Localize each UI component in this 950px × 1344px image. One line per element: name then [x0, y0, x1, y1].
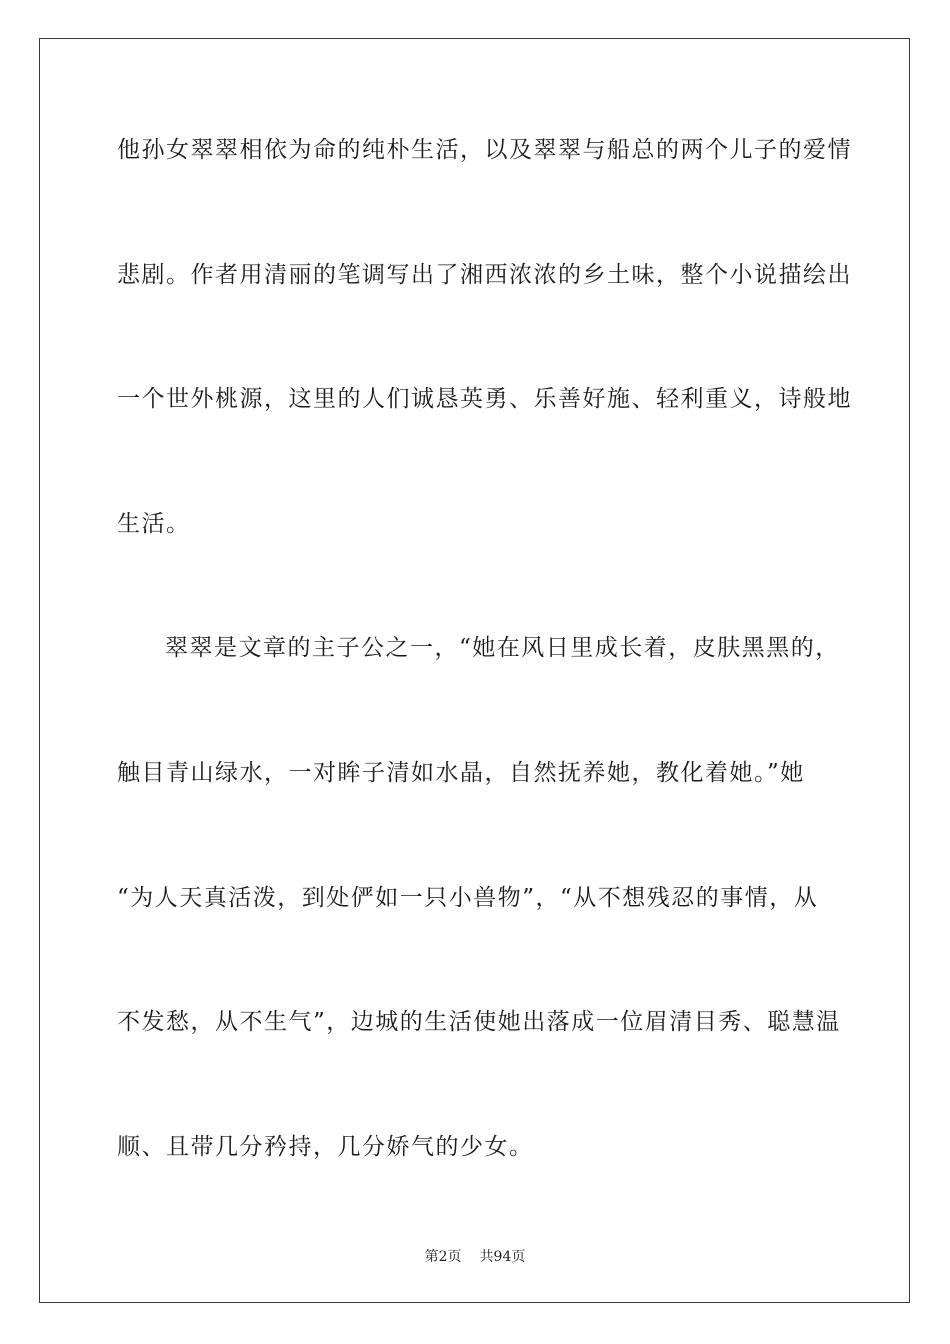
- page-number: 第2页: [424, 1249, 462, 1265]
- page-footer: [0, 1246, 950, 1266]
- paragraph-start-line: 翠翠是文章的主子公之一，“她在风日里成长着，皮肤黑黑的，: [165, 635, 840, 662]
- document-body: [117, 118, 852, 1239]
- page-total: 共94页: [479, 1249, 526, 1265]
- text-line: 一个世外桃源，这里的人们诚恳英勇、乐善好施、轻利重义，诗般地: [117, 386, 852, 413]
- text-line: 触目青山绿水，一对眸子清如水晶，自然抚养她，教化着她。”她: [117, 759, 805, 786]
- text-line: 悲剧。作者用清丽的笔调写出了湘西浓浓的乡土味，整个小说描绘出: [117, 261, 852, 288]
- text-line: “为人天真活泼，到处俨如一只小兽物”，“从不想残忍的事情，从: [117, 884, 819, 911]
- text-line: 生活。: [117, 510, 191, 537]
- text-line: 顺、且带几分矜持，几分娇气的少女。: [117, 1133, 534, 1160]
- text-line: 不发愁，从不生气”，边城的生活使她出落成一位眉清目秀、聪慧温: [117, 1009, 841, 1036]
- text-line: 他孙女翠翠相依为命的纯朴生活，以及翠翠与船总的两个儿子的爱情: [117, 137, 852, 163]
